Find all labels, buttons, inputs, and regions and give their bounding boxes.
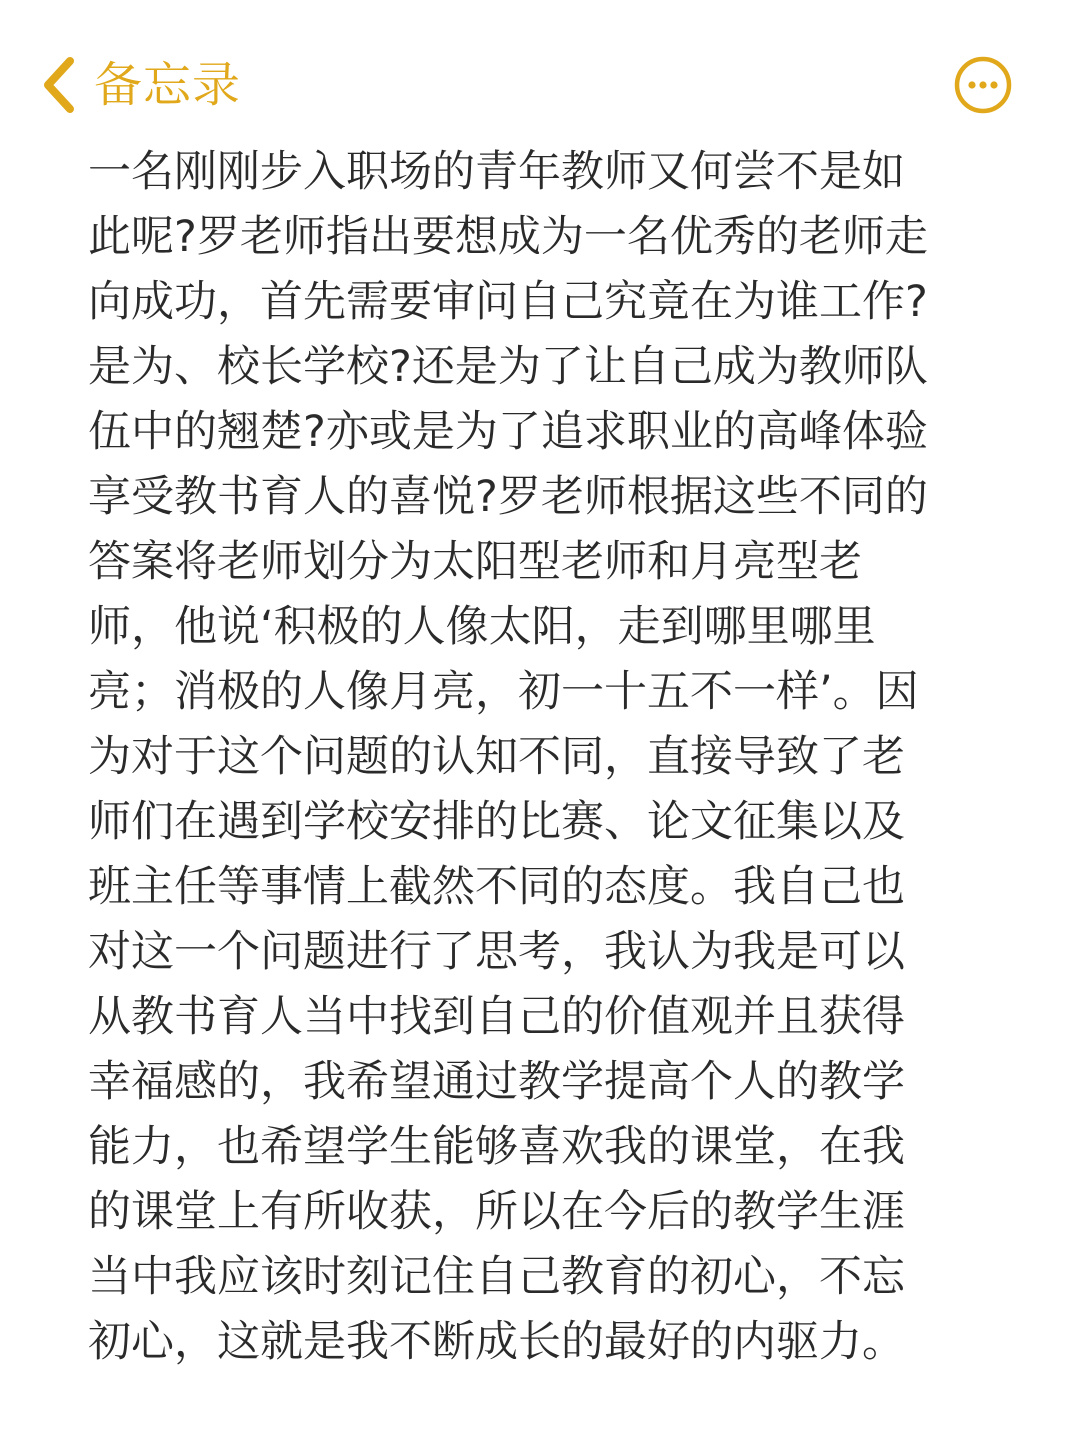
note-body-text[interactable]: 一名刚刚步入职场的青年教师又何尝不是如 此呢?罗老师指出要想成为一名优秀的老师走 向成功，首先需要审问自己究竟在为谁工作? 是为、校长学校?还是为了让自己成为教师队 伍中的翘楚?亦或是为了追求职业的高峰体验 享受教书育人的喜悦?罗老师根据这些不同的 答案将老师划分为太阳型老师和月亮型老 师，他说‘积极的人像太阳，走到哪里哪里 亮；消极的人像月亮，初一十五不一样’。因 为对于这个问题的认知不同，直接导致了老 师们在遇到学校安排的比赛、论文征集以及 班主任等事情上截然不同的态度。我自己也 对这一个问题进行了思考，我认为我是可以 从教书育人当中找到自己的价值观并且获得 幸福感的，我希望通过教学提高个人的教学 能力，也希望学生能够喜欢我的课堂，在我 的课堂上有所收获，所以在今后的教学生涯 当中我应该时刻记住自己教育的初心，不忘 初心，这就是我不断成长的最好的内驱力。 [88, 147, 928, 1367]
back-button[interactable] [36, 50, 241, 120]
chevron-left-icon [36, 53, 80, 117]
ellipsis-circle-icon [954, 56, 1012, 114]
more-options-button[interactable] [954, 56, 1012, 114]
navigation-bar [0, 40, 1080, 132]
back-label: 备忘录 [94, 57, 242, 113]
